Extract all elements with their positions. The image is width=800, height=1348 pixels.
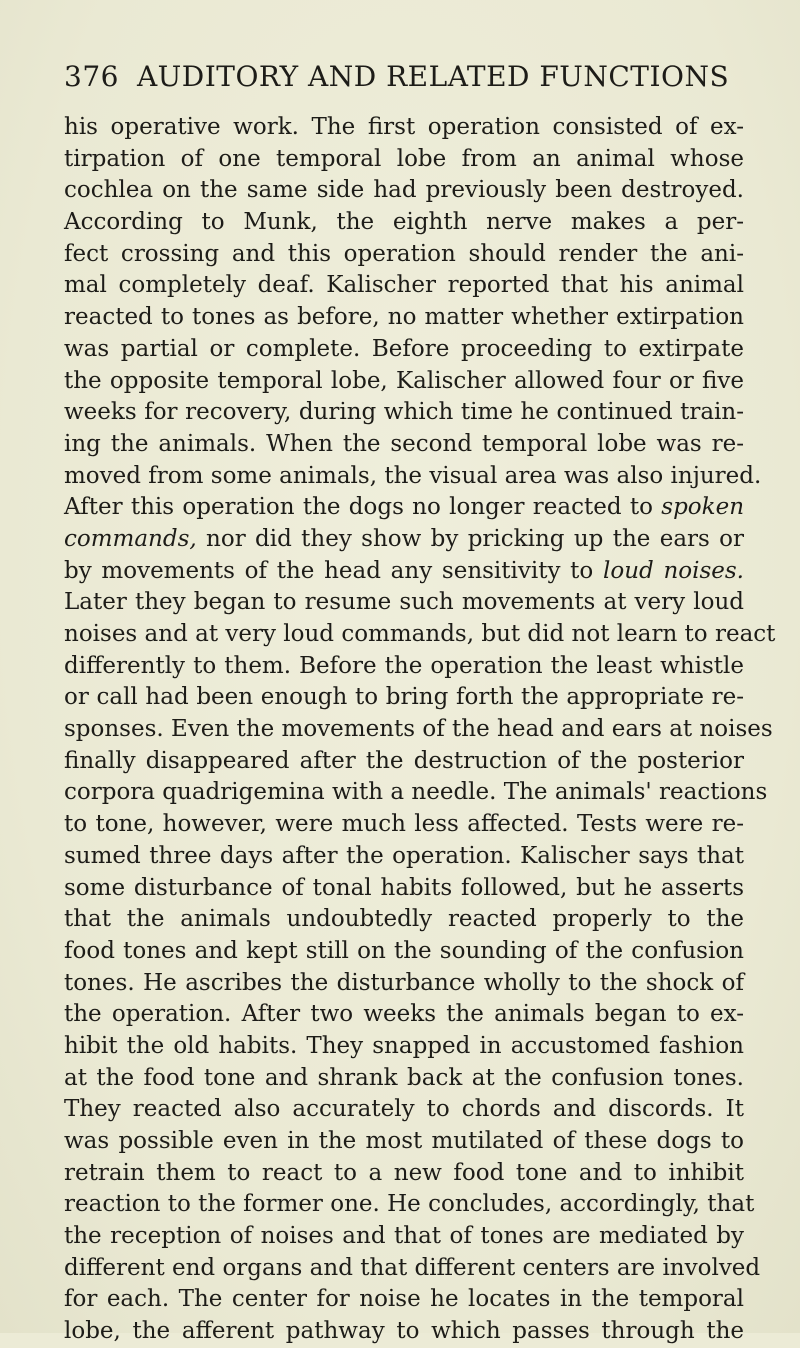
- text-segment: nor did they show by pricking up the ears or: [196, 525, 744, 552]
- text-line: the reception of noises and that of tones are mediated by: [64, 1223, 744, 1250]
- text-line: finally disappeared after the destruction of the posterior: [64, 747, 744, 774]
- text-line: corpora quadrigemina with a needle. The animals' reactions: [64, 779, 768, 806]
- text-line: some disturbance of tonal habits followed, but he asserts: [64, 874, 744, 901]
- text-segment: After this operation the dogs no longer reacted to: [64, 494, 653, 521]
- text-line: moved from some animals, the visual area was also injured.: [64, 462, 762, 489]
- text-line: tones. He ascribes the disturbance wholly to the shock of: [64, 969, 744, 996]
- page-number: 376: [64, 60, 119, 93]
- text-line: reaction to the former one. He concludes, accordingly, that: [64, 1191, 755, 1218]
- text-line: his operative work. The first operation consisted of ex-: [64, 114, 744, 140]
- text-line: lobe, the afferent pathway to which passes through the: [64, 1318, 744, 1345]
- text-line: They reacted also accurately to chords and discords. It: [64, 1096, 744, 1123]
- text-line: According to Munk, the eighth nerve makes a per-: [64, 209, 744, 236]
- text-line: to tone, however, were much less affected. Tests were re-: [64, 811, 744, 838]
- text-line: ing the animals. When the second temporal lobe was re-: [64, 430, 744, 457]
- text-line: Later they began to resume such movements at very loud: [64, 589, 744, 616]
- text-line: sponses. Even the movements of the head and ears at noises: [64, 716, 773, 743]
- text-line: cochlea on the same side had previously been destroyed.: [64, 177, 744, 204]
- text-line: retrain them to react to a new food tone and to inhibit: [64, 1159, 744, 1186]
- body-text: [64, 112, 776, 1348]
- text-line-with-italic: [64, 492, 744, 524]
- text-line: weeks for recovery, during which time he continued train-: [64, 399, 744, 426]
- italic-phrase: spoken: [661, 494, 745, 521]
- italic-phrase: commands,: [64, 525, 197, 552]
- running-title: AUDITORY AND RELATED FUNCTIONS: [136, 60, 730, 93]
- text-line: different end organs and that different centers are involved: [64, 1254, 761, 1281]
- text-line: sumed three days after the operation. Kalischer says that: [64, 842, 744, 869]
- text-line: reacted to tones as before, no matter whether extirpation: [64, 304, 744, 331]
- running-header: [64, 60, 764, 94]
- text-line: differently to them. Before the operation the least whistle: [64, 652, 744, 679]
- text-segment: by movements of the head any sensitivity to: [64, 557, 594, 584]
- text-line: for each. The center for noise he locates in the temporal: [64, 1286, 744, 1313]
- text-line: was partial or complete. Before proceeding to extirpate: [64, 335, 744, 362]
- italic-phrase: loud noises.: [603, 557, 744, 584]
- text-line: that the animals undoubtedly reacted properly to the: [64, 906, 744, 933]
- text-line: was possible even in the most mutilated of these dogs to: [64, 1128, 744, 1154]
- text-line-with-italic: [64, 524, 744, 556]
- text-line: tirpation of one temporal lobe from an animal whose: [64, 145, 744, 172]
- text-line-with-italic: [64, 556, 744, 588]
- text-line: food tones and kept still on the sounding of the confusion: [64, 937, 744, 964]
- text-line: mal completely deaf. Kalischer reported that his animal: [64, 272, 744, 299]
- text-line: noises and at very loud commands, but did not learn to react: [64, 621, 776, 647]
- text-line: hibit the old habits. They snapped in accustomed fashion: [64, 1032, 744, 1059]
- text-line: or call had been enough to bring forth the appropriate re-: [64, 684, 744, 711]
- text-line: at the food tone and shrank back at the confusion tones.: [64, 1064, 744, 1091]
- text-line: fect crossing and this operation should render the ani-: [64, 240, 744, 267]
- text-line: the operation. After two weeks the animals began to ex-: [64, 1001, 744, 1028]
- text-line: the opposite temporal lobe, Kalischer allowed four or five: [64, 367, 744, 394]
